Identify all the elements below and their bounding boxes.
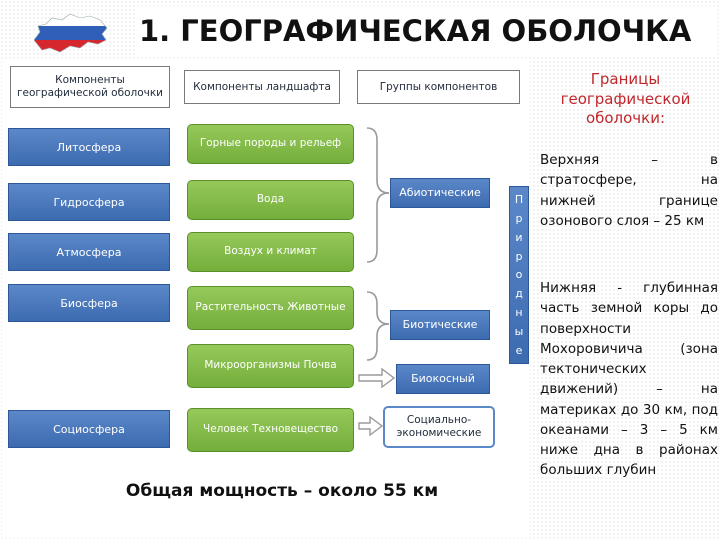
sphere-sociosphere: Социосфера bbox=[8, 410, 170, 448]
group-abiotic: Абиотические bbox=[390, 178, 490, 208]
vertical-letter: и bbox=[515, 230, 523, 244]
total-thickness: Общая мощность – около 55 км bbox=[125, 481, 439, 501]
diagram-panel bbox=[2, 60, 530, 538]
page-title: 1. ГЕОГРАФИЧЕСКАЯ ОБОЛОЧКА bbox=[135, 6, 715, 56]
sphere-biosphere: Биосфера bbox=[8, 284, 170, 322]
boundaries-title: Границы географической оболочки: bbox=[560, 70, 691, 127]
component-air-climate: Воздух и климат bbox=[187, 232, 354, 272]
component-water: Вода bbox=[187, 180, 354, 220]
header-component-groups: Группы компонентов bbox=[357, 70, 520, 104]
component-vegetation-animals: Растительность Животные bbox=[187, 286, 354, 330]
vertical-letter: н bbox=[515, 306, 523, 320]
component-microorganisms-soil: Микроорганизмы Почва bbox=[187, 344, 354, 388]
group-bioinert: Биокосный bbox=[396, 364, 490, 394]
component-human-technosubstance: Человек Техновещество bbox=[187, 408, 354, 452]
group-biotic: Биотические bbox=[390, 310, 490, 340]
vertical-letter: р bbox=[515, 249, 523, 263]
header-landscape-components: Компоненты ландшафта bbox=[184, 70, 340, 104]
sphere-hydrosphere: Гидросфера bbox=[8, 183, 170, 221]
header-geo-components: Компоненты географической оболочки bbox=[10, 66, 170, 108]
component-rocks-relief: Горные породы и рельеф bbox=[187, 124, 354, 164]
upper-boundary-text: Верхняя – в стратосфере, на нижней границе озонового слоя – 25 км bbox=[540, 152, 718, 229]
sphere-atmosphere: Атмосфера bbox=[8, 233, 170, 271]
lower-boundary-text: Нижняя - глубинная часть земной коры до поверхности Мохоровичича (зона тектонических движений) – на материках до 30 км, под океанами – 3 – 5 км ниже дна в районах больших глубин bbox=[540, 280, 718, 479]
vertical-letter: е bbox=[515, 344, 523, 358]
group-socio-economic: Социально-экономические bbox=[383, 406, 495, 448]
title-bar bbox=[0, 0, 720, 60]
vertical-letter: о bbox=[515, 268, 523, 282]
sphere-lithosphere: Литосфера bbox=[8, 128, 170, 166]
vertical-letter: ы bbox=[514, 325, 524, 339]
vertical-letter: д bbox=[515, 287, 523, 301]
vertical-label-natural bbox=[509, 186, 529, 364]
vertical-letter: П bbox=[514, 192, 524, 206]
russia-map-flag-icon bbox=[30, 10, 110, 56]
vertical-letter: р bbox=[515, 211, 523, 225]
